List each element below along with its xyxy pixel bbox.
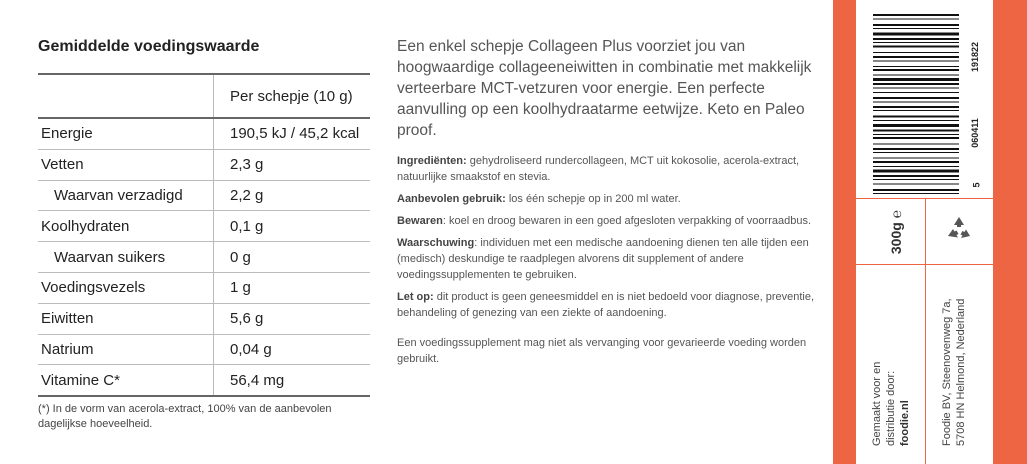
section-text: : individuen met een medische aandoening dienen ten alle tijden een (medisch) deskundige te raadplegen alvorens dit supplement of andere voedingssupplementen te gebruiken. bbox=[397, 237, 809, 281]
intro-text: Een enkel schepje Collageen Plus voorziet jou van hoogwaardige collageeneiwitten in combinatie met makkelijk verteerbare MCT-vetzuren voor energie. Een perfecte aanvulling op een koolhydraatarme eetwijze. Keto en Paleo proof. bbox=[397, 38, 812, 139]
nutrient-name: Koolhydraten bbox=[38, 211, 214, 242]
nutrient-value: 0,04 g bbox=[214, 334, 371, 365]
table-row bbox=[38, 334, 370, 365]
table-row bbox=[38, 180, 370, 211]
ingredients-section bbox=[397, 153, 817, 185]
nutrient-value: 5,6 g bbox=[214, 303, 371, 334]
column-header: Per schepje (10 g) bbox=[214, 74, 371, 118]
table-row bbox=[38, 303, 370, 334]
section-text: los één schepje op in 200 ml water. bbox=[505, 193, 681, 205]
nutrition-title: Gemiddelde voedingswaarde bbox=[38, 38, 260, 55]
usage-section bbox=[397, 191, 817, 207]
section-label: Ingrediënten: bbox=[397, 155, 467, 167]
nutrient-value: 190,5 kJ / 45,2 kcal bbox=[214, 118, 371, 149]
nutrition-panel bbox=[38, 38, 370, 397]
nutrient-value: 56,4 mg bbox=[214, 365, 371, 396]
warning-section bbox=[397, 235, 817, 283]
notice-section bbox=[397, 289, 817, 321]
estimated-sign-icon: ℮ bbox=[888, 209, 904, 219]
table-row bbox=[38, 365, 370, 396]
barcode-icon bbox=[873, 14, 973, 196]
nutrient-value: 1 g bbox=[214, 272, 371, 303]
nutrient-name: Eiwitten bbox=[38, 303, 214, 334]
table-row bbox=[38, 272, 370, 303]
nutrient-name: Vitamine C* bbox=[38, 365, 214, 396]
section-text: gehydroliseerd rundercollageen, MCT uit kokosolie, acerola-extract, natuurlijke smaakstof en stevia. bbox=[397, 155, 800, 183]
nutrient-name: Waarvan verzadigd bbox=[38, 180, 214, 211]
description-panel bbox=[397, 36, 817, 373]
weight-value: 300g bbox=[888, 222, 904, 255]
nutrient-name: Vetten bbox=[38, 149, 214, 180]
section-label: Waarschuwing bbox=[397, 237, 475, 249]
nutrient-value: 2,2 g bbox=[214, 180, 371, 211]
barcode bbox=[873, 14, 983, 196]
closing-text: Een voedingssupplement mag niet als vervanging voor gevarieerde voeding worden gebruikt. bbox=[397, 337, 807, 365]
nutrient-name: Voedingsvezels bbox=[38, 272, 214, 303]
company-address: Foodie BV, Steenovenweg 7a, 5708 HN Helmond, Nederland bbox=[941, 298, 967, 446]
nutrient-value: 2,3 g bbox=[214, 149, 371, 180]
recycle-icon bbox=[944, 214, 974, 244]
barcode-prefix: 5 bbox=[971, 182, 982, 188]
nutrient-name: Energie bbox=[38, 118, 214, 149]
section-label: Aanbevolen gebruik: bbox=[397, 193, 506, 205]
divider bbox=[925, 198, 926, 464]
table-row bbox=[38, 242, 370, 273]
footnote: (*) In de vorm van acerola-extract, 100% van de aanbevolen dagelijkse hoeveelheid. bbox=[38, 403, 332, 430]
nutrient-name: Waarvan suikers bbox=[38, 242, 214, 273]
table-row bbox=[38, 149, 370, 180]
barcode-digits-1: 060411 bbox=[969, 118, 980, 148]
section-text: : koel en droog bewaren in een goed afgesloten verpakking of voorraadbus. bbox=[442, 215, 811, 227]
table-header-row bbox=[38, 74, 370, 118]
section-label: Bewaren bbox=[397, 215, 443, 227]
nutrient-value: 0 g bbox=[214, 242, 371, 273]
brand-name: foodie.nl bbox=[899, 400, 911, 446]
barcode-digits-2: 191822 bbox=[970, 41, 981, 73]
nutrient-value: 0,1 g bbox=[214, 211, 371, 242]
nutrient-name: Natrium bbox=[38, 334, 214, 365]
nutrition-table bbox=[38, 73, 370, 397]
accent-bar-right bbox=[993, 0, 1027, 464]
accent-bar-left bbox=[833, 0, 856, 464]
section-text: dit product is geen geneesmiddel en is niet bedoeld voor diagnose, preventie, behandeling of genezing van een ziekte of aandoening. bbox=[397, 291, 815, 319]
table-row bbox=[38, 118, 370, 149]
made-for-text: Gemaakt voor en distributie door: foodie.nl bbox=[871, 361, 911, 446]
section-label: Let op: bbox=[397, 291, 434, 303]
net-weight bbox=[868, 200, 924, 264]
storage-section bbox=[397, 213, 817, 229]
table-row bbox=[38, 211, 370, 242]
